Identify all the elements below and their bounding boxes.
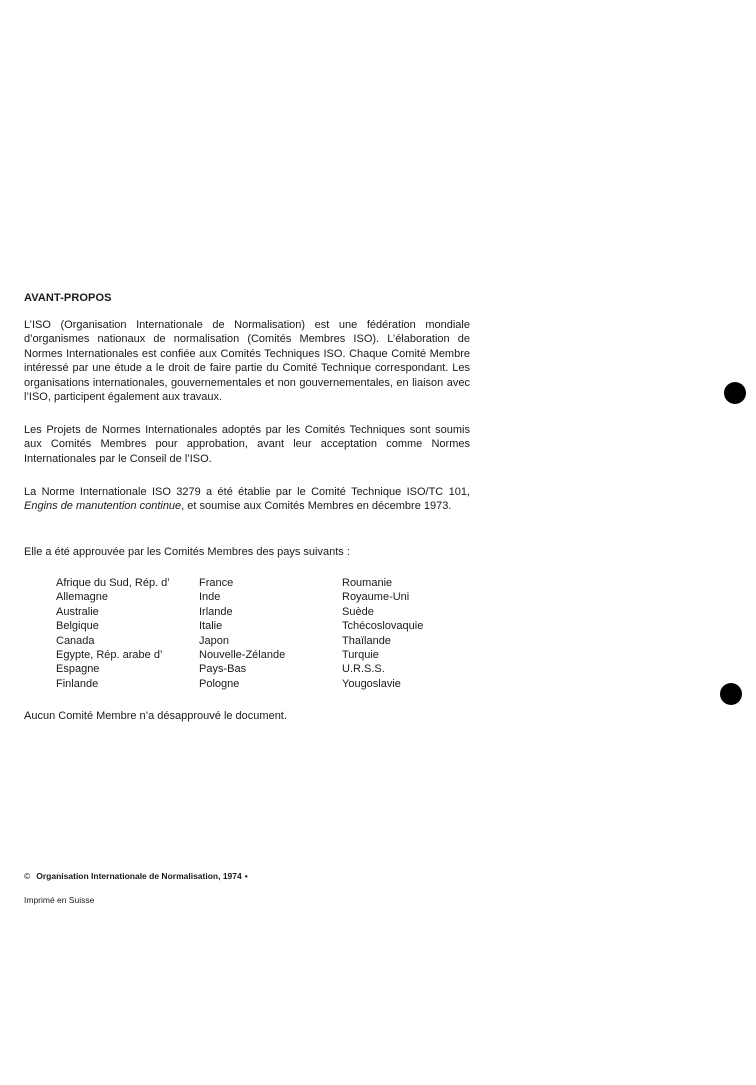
countries-column-3 xyxy=(342,576,423,691)
printed-in-note: Imprimé en Suisse xyxy=(24,895,95,905)
copyright-line xyxy=(24,871,248,881)
country-item: Yougoslavie xyxy=(342,677,401,690)
countries-column-1 xyxy=(56,576,170,691)
standard-text-end: , et soumise aux Comités Membres en décembre 1973. xyxy=(181,500,452,513)
country-item: Afrique du Sud, Rép. d’ xyxy=(56,577,170,589)
country-item: France xyxy=(199,577,234,589)
country-item: Australie xyxy=(56,605,99,618)
punch-hole-icon xyxy=(724,382,746,404)
country-item: Finlande xyxy=(56,677,99,690)
country-item: Suède xyxy=(342,605,374,618)
copyright-text: Organisation Internationale de Normalisation, 1974 xyxy=(36,871,242,881)
foreword-paragraph-drafts: Les Projets de Normes Internationales adoptés par les Comités Techniques sont soumis aux Comités Membres pour approbation, avant leur acceptation comme Normes Internationales par le Conseil de l’ISO. xyxy=(24,424,470,465)
country-item: Tchécoslovaquie xyxy=(342,620,424,633)
foreword-paragraph-iso: L’ISO (Organisation Internationale de Normalisation) est une fédération mondiale d’organismes nationaux de normalisation (Comités Membres ISO). L’élaboration de Normes Internationales est confiée aux Comités Techniques ISO. Chaque Comité Membre intéressé par une étude a le droit de faire partie du Comité Technique correspondant. Les organisations internationales, gouvernementales et non gouvernementales, en liaison avec l’ISO, participent également aux travaux. xyxy=(24,319,470,404)
country-item: Egypte, Rép. arabe d’ xyxy=(56,648,163,661)
standard-text-start: La Norme Internationale ISO 3279 a été établie par le Comité Technique ISO/TC 101, xyxy=(24,486,470,498)
country-item: Japon xyxy=(199,634,229,647)
country-item: U.R.S.S. xyxy=(342,663,385,676)
country-item: Turquie xyxy=(342,648,379,661)
country-item: Thaïlande xyxy=(342,634,391,647)
copyright-bullet: • xyxy=(244,871,248,881)
foreword-paragraph-standard xyxy=(24,485,470,514)
country-item: Irlande xyxy=(199,605,233,618)
country-item: Royaume-Uni xyxy=(342,591,410,604)
country-item: Canada xyxy=(56,634,95,647)
copyright-symbol: © xyxy=(24,871,31,881)
punch-hole-icon xyxy=(720,683,742,705)
approval-intro: Elle a été approuvée par les Comités Membres des pays suivants : xyxy=(24,546,350,558)
country-item: Belgique xyxy=(56,620,99,633)
country-item: Inde xyxy=(199,591,221,604)
disapproval-note: Aucun Comité Membre n’a désapprouvé le document. xyxy=(24,710,287,722)
countries-column-2 xyxy=(199,576,285,691)
country-item: Nouvelle-Zélande xyxy=(199,648,286,661)
foreword-title: AVANT-PROPOS xyxy=(24,292,112,304)
country-item: Pologne xyxy=(199,677,240,690)
standard-committee-title: Engins de manutention continue xyxy=(24,500,182,513)
country-item: Roumanie xyxy=(342,577,393,589)
country-item: Espagne xyxy=(56,663,100,676)
country-item: Italie xyxy=(199,620,223,633)
country-item: Allemagne xyxy=(56,591,108,604)
country-item: Pays-Bas xyxy=(199,663,247,676)
